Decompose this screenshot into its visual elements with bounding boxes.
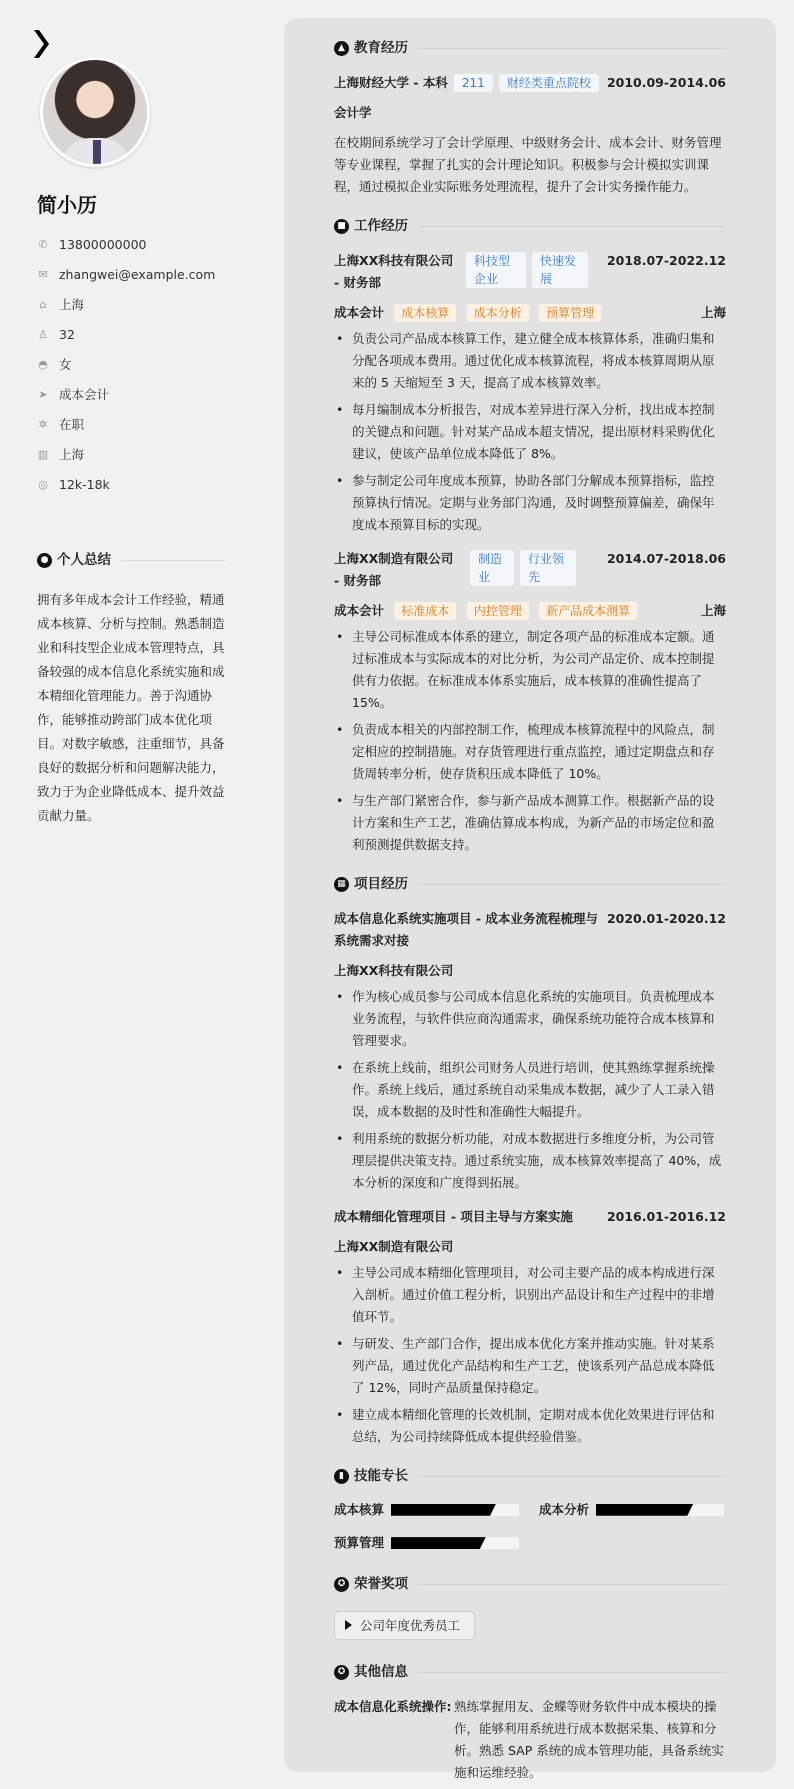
summary-text: 拥有多年成本会计工作经验，精通成本核算、分析与控制。熟悉制造业和科技型企业成本管理特点，具备较强的成本信息化系统实施和成本精细化管理能力。善于沟通协作，能够推动跨部门成本优化项目。对数字敏感，注重细节，具备良好的数据分析和问题解决能力，致力于为企业降低成本、提升效益贡献力量。 (37, 592, 225, 823)
company-name: 上海XX制造有限公司 - 财务部 (334, 551, 454, 588)
list-item: • 主导公司标准成本体系的建立，制定各项产品的标准成本定额。通过标准成本与实际成本的对比分析，为公司产品定价、成本控制提供有力依据。在标准成本体系实施后，成本核算的准确性提高了 15%。 (334, 626, 726, 714)
skills-heading (334, 1466, 726, 1486)
list-item: • 参与制定公司年度成本预算，协助各部门分解成本预算指标，监控预算执行情况。定期与业务部门沟通，及时调整预算偏差，确保年度成本预算目标的实现。 (334, 470, 726, 536)
other-value: 熟练掌握用友、金蝶等财务软件中成本模块的操作，能够利用系统进行成本数据采集、核算和分析。熟悉 SAP 系统的成本管理功能，具备系统实施和运维经验。 (454, 1699, 724, 1781)
briefcase-icon: ■ (334, 219, 349, 234)
divider (418, 48, 726, 49)
work-entry-header (334, 250, 726, 294)
list-item: • 利用系统的数据分析功能，对成本数据进行多维度分析，为公司管理层提供决策支持。通过系统实施，成本核算效率提高了 40%，成本分析的深度和广度得到拓展。 (334, 1128, 726, 1194)
home-icon: ⌂ (39, 298, 47, 311)
projects-heading (334, 874, 726, 894)
award-icon: ✪ (334, 1577, 349, 1592)
award-item[interactable] (334, 1611, 475, 1640)
skill-tag: 内控管理 (467, 602, 529, 620)
project-header (334, 1206, 726, 1228)
school-name: 上海财经大学 - 本科 (334, 75, 448, 90)
company-tag: 快速发展 (532, 252, 588, 288)
education-desc: 在校期间系统学习了会计学原理、中级财务会计、成本会计、财务管理等专业课程，掌握了扎实的会计理论知识。积极参与会计模拟实训课程，通过模拟企业实际账务处理流程，提升了会计实务操作能力。 (334, 135, 722, 194)
gender-icon: ◓ (38, 358, 48, 371)
skill-item (334, 1500, 521, 1519)
info-job (37, 380, 215, 410)
project-entry (334, 908, 726, 1194)
skill-name: 成本分析 (539, 1502, 590, 1517)
list-item: • 负责公司产品成本核算工作，建立健全成本核算体系，准确归集和分配各项成本费用。通过优化成本核算流程，将成本核算周期从原来的 5 天缩短至 3 天，提高了成本核算效率。 (334, 328, 726, 394)
bar-chart-icon: ▮ (334, 1469, 349, 1484)
list-item: • 主导公司成本精细化管理项目，对公司主要产品的成本构成进行深入剖析。通过价值工程分析，识别出产品设计和生产过程中的非增值环节。 (334, 1262, 726, 1328)
info-text: 在职 (59, 417, 85, 433)
major: 会计学 (334, 105, 372, 120)
work-entry (334, 250, 726, 536)
work-bullets (334, 626, 726, 856)
divider (418, 884, 726, 885)
skill-tag: 预算管理 (539, 304, 601, 322)
info-gender (37, 350, 215, 380)
info-phone (37, 230, 215, 260)
project-company: 上海XX科技有限公司 (334, 963, 454, 978)
divider (418, 1672, 726, 1673)
summary-heading (37, 550, 225, 571)
role: 成本会计 (334, 305, 385, 320)
project-bullets (334, 986, 726, 1194)
list-item: • 每月编制成本分析报告，对成本差异进行深入分析，找出成本控制的关键点和问题。针对某产品成本超支情况，提出原材料采购优化建议，使该产品单位成本降低了 8%。 (334, 399, 726, 465)
list-item: • 与研发、生产部门合作，提出成本优化方案并推动实施。针对某系列产品，通过优化产品结构和生产工艺，使该系列产品总成本降低了 12%，同时产品质量保持稳定。 (334, 1333, 726, 1399)
info-status (37, 410, 215, 440)
info-city (37, 440, 215, 470)
info-text: zhangwei@example.com (59, 267, 216, 283)
list-item: • 负责成本相关的内部控制工作，梳理成本核算流程中的风险点，制定相应的控制措施。对存货管理进行重点监控，通过定期盘点和存货周转率分析，使存货积压成本降低了 10%。 (334, 719, 726, 785)
divider (418, 1476, 726, 1477)
info-text: 13800000000 (59, 237, 147, 253)
section-title: 项目经历 (354, 875, 408, 892)
info-text: 上海 (59, 447, 85, 463)
logo-icon (34, 30, 52, 58)
avatar (40, 57, 150, 167)
section-title: 其他信息 (354, 1663, 408, 1680)
mail-icon: ✉ (38, 268, 48, 281)
info-text: 32 (59, 327, 75, 343)
info-text: 12k-18k (59, 477, 110, 493)
skill-tag: 成本核算 (394, 304, 456, 322)
education-heading (334, 38, 726, 58)
phone-icon: ✆ (38, 238, 48, 251)
info-location (37, 290, 215, 320)
project-name: 成本精细化管理项目 - 项目主导与方案实施 (334, 1209, 573, 1224)
work-date: 2018.07-2022.12 (606, 253, 726, 268)
section-title: 技能专长 (354, 1467, 408, 1484)
work-bullets (334, 328, 726, 536)
section-title: 工作经历 (354, 217, 408, 234)
role: 成本会计 (334, 603, 385, 618)
contact-info (37, 230, 215, 500)
project-header (334, 908, 726, 952)
person-icon: ● (37, 553, 52, 568)
skill-bar (391, 1504, 519, 1516)
list-item: • 在系统上线前，组织公司财务人员进行培训，使其熟练掌握系统操作。系统上线后，通过系统自动采集成本数据，减少了人工录入错误，成本数据的及时性和准确性大幅提升。 (334, 1057, 726, 1123)
skills-grid (334, 1500, 726, 1553)
info-age (37, 320, 215, 350)
project-entry (334, 1206, 726, 1448)
skill-name: 成本核算 (334, 1502, 385, 1517)
salary-icon: ◎ (38, 478, 48, 491)
skill-name: 预算管理 (334, 1535, 385, 1551)
section-title: 教育经历 (354, 39, 408, 56)
divider (121, 560, 225, 561)
company-tag: 科技型企业 (466, 252, 526, 288)
age-icon: ♙ (38, 328, 48, 341)
skill-bar-fill (391, 1537, 486, 1549)
company-name: 上海XX科技有限公司 - 财务部 (334, 253, 454, 290)
project-date: 2020.01-2020.12 (606, 911, 726, 926)
skill-bar-fill (596, 1504, 693, 1516)
company-tag: 制造业 (470, 550, 514, 586)
main-content (334, 38, 726, 1784)
info-salary (37, 470, 215, 500)
skill-tag: 标准成本 (394, 602, 456, 620)
main-panel (284, 18, 776, 1781)
info-email (37, 260, 215, 290)
info-text: 上海 (59, 297, 85, 313)
job-icon: ➤ (38, 388, 48, 401)
education-date: 2010.09-2014.06 (606, 75, 726, 90)
school-tag: 211 (454, 74, 493, 92)
work-date: 2014.07-2018.06 (606, 551, 726, 566)
project-date: 2016.01-2016.12 (606, 1209, 726, 1224)
company-tag: 行业领先 (520, 550, 576, 586)
divider (418, 1584, 726, 1585)
work-heading (334, 216, 726, 236)
skill-tag: 新产品成本测算 (539, 602, 637, 620)
section-title: 荣誉奖项 (354, 1576, 408, 1593)
skill-bar-fill (391, 1504, 496, 1516)
school-tag: 财经类重点院校 (499, 74, 599, 92)
other-info-row (334, 1696, 726, 1784)
info-text: 成本会计 (59, 387, 110, 403)
work-entry-header (334, 548, 726, 592)
project-name: 成本信息化系统实施项目 - 成本业务流程梳理与系统需求对接 (334, 911, 598, 948)
grid-icon: ▦ (334, 877, 349, 892)
list-item: • 与生产部门紧密合作，参与新产品成本测算工作。根据新产品的设计方案和生产工艺，准确估算成本构成，为新产品的市场定位和盈利预测提供数据支持。 (334, 790, 726, 856)
list-item: • 建立成本精细化管理的长效机制，定期对成本优化效果进行评估和总结，为公司持续降低成本提供经验借鉴。 (334, 1404, 726, 1448)
status-icon: ✲ (38, 418, 48, 431)
work-city: 上海 (700, 305, 726, 320)
education-entry-header (334, 72, 726, 94)
info-text: 女 (59, 357, 72, 373)
other-key: 成本信息化系统操作: (334, 1699, 452, 1715)
work-role-row (334, 600, 726, 622)
awards-heading (334, 1575, 726, 1595)
skill-item (334, 1533, 521, 1552)
divider (418, 226, 726, 227)
city-icon: ▥ (37, 448, 49, 461)
summary-title: 个人总结 (57, 552, 111, 568)
skill-bar (596, 1504, 724, 1516)
skill-bar (391, 1537, 519, 1549)
skill-tag: 成本分析 (467, 304, 529, 322)
list-item: • 作为核心成员参与公司成本信息化系统的实施项目。负责梳理成本业务流程，与软件供应商沟通需求，确保系统功能符合成本核算和管理要求。 (334, 986, 726, 1052)
graduation-cap-icon: ▲ (334, 41, 349, 56)
project-bullets (334, 1262, 726, 1448)
award-label: 公司年度优秀员工 (360, 1617, 461, 1633)
skill-item (539, 1500, 726, 1519)
work-entry (334, 548, 726, 856)
work-city: 上海 (700, 603, 726, 618)
work-role-row (334, 302, 726, 324)
project-company: 上海XX制造有限公司 (334, 1239, 454, 1254)
other-heading (334, 1662, 726, 1682)
play-icon (345, 1620, 352, 1630)
candidate-name: 简小历 (37, 193, 97, 217)
accessibility-icon: ✪ (334, 1665, 349, 1680)
